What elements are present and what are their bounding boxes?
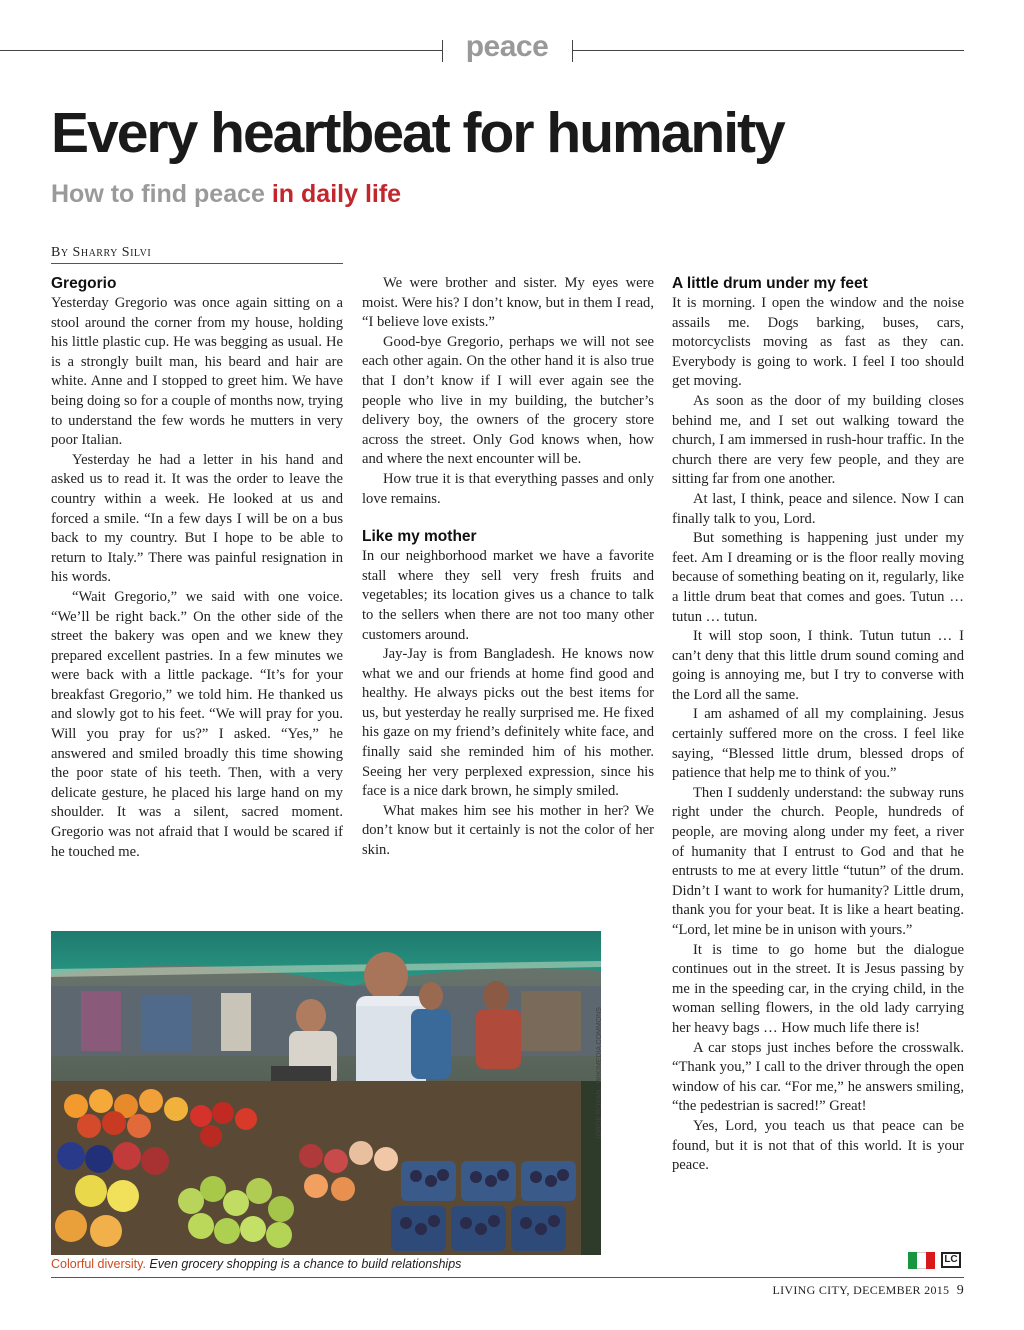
photo-credit: JORGE ROYAN - WIKIMEDIA COMMONS	[596, 1007, 603, 1140]
paragraph: A car stops just inches before the crosswalk. “Thank you,” I call to the driver through the open window of his car. “For me,” he answers smiling, “the pedestrian is sacred!” Great!	[672, 1039, 964, 1115]
paragraph: At last, I think, peace and silence. Now I can finally talk to you, Lord.	[672, 490, 964, 527]
market-photo	[51, 931, 601, 1255]
paragraph: Yesterday Gregorio was once again sitting on a stool around the corner from my house, holding his little plastic cup. He was begging as usual. He is a strongly built man, his beard and hair are white. Anne and I stopped to greet him. We have being doing so for a couple of months now, trying to understand the few words he mutters in very poor Italian.	[51, 295, 343, 449]
paragraph: It is morning. I open the window and the noise assails me. Dogs barking, buses, cars, motorcyclists moving as fast as they can. Everybody is going to work. I feel I too should get moving.	[672, 295, 964, 390]
paragraph: I am ashamed of all my complaining. Jesus certainly suffered more on the cross. I feel like saying, “Blessed little drum, blessed drops of patience that help me to think of you.”	[672, 706, 964, 782]
market-photo-illustration	[51, 931, 601, 1255]
column-2	[362, 274, 654, 861]
paragraph: What makes him see his mother in her? We don’t know but it certainly is not the color of her skin.	[362, 802, 654, 859]
caption-lead: Colorful diversity.	[51, 1257, 146, 1271]
paragraph: “Wait Gregorio,” we said with one voice. “We’ll be right back.” On the other side of the street the bakery was open and we knew they prepared excellent pastries. In a few minutes we were back with a little package. “It’s for your breakfast Gregorio,” we told him. He thanked us and slowly got to his feet. “We will pray for you. Will you pray for us?” I asked. “Yes,” he answered and smiled broadly this time showing the poor state of his teeth. Then, with a very delicate gesture, he placed his large hand on my shoulder. It was a silent, sacred moment. Gregorio was not afraid that I would be scared if he touched me.	[51, 588, 343, 860]
paragraph: We were brother and sister. My eyes were moist. Were his? I don’t know, but in them I read, “I believe love exists.”	[362, 275, 654, 331]
paragraph: Jay-Jay is from Bangladesh. He knows now what we and our friends at home find good and healthy. He always picks out the best items for us, but yesterday he really surprised me. He fixed his gaze on my friend’s definitely white face, and finally said she reminded him of his mother. Seeing her very perplexed expression, since his face is a nice dark brown, he simply smiled.	[362, 646, 654, 800]
subhead-part-1: How to find peace	[51, 180, 265, 208]
paragraph: It is time to go home but the dialogue continues out in the street. It is Jesus passing by me in the speeding car, in the crying child, in the woman selling flowers, in the old lady carrying her heavy bags … How much life there is!	[672, 941, 964, 1036]
section-heading-gregorio: Gregorio	[51, 275, 117, 292]
footer-rule	[51, 1277, 964, 1278]
column-1	[51, 274, 343, 862]
column-3	[672, 274, 964, 1176]
paragraph: It will stop soon, I think. Tutun tutun … I can’t deny that this little drum sound coming and going is annoying me, but I try to converse with the Lord all the same.	[672, 628, 964, 703]
section-rule-right	[572, 50, 964, 51]
paragraph: Yes, Lord, you teach us that peace can be found, but it is not that of this world. It is your peace.	[672, 1117, 964, 1174]
italian-flag-icon	[908, 1252, 935, 1269]
publication-name: LIVING CITY, DECEMBER 2015	[772, 1283, 950, 1297]
section-rule-tick-right	[572, 40, 573, 62]
subhead-part-2: in daily life	[271, 180, 402, 208]
photo-caption	[51, 1257, 461, 1271]
paragraph: Good-bye Gregorio, perhaps we will not see each other again. On the other hand it is also true that I don’t know if I will ever again see the people who live in my building, the butcher’s delivery boy, the owners of the grocery store across the street. Only God knows when, how and where the next encounter will be.	[362, 333, 654, 468]
page-footer	[772, 1283, 964, 1299]
paragraph: As soon as the door of my building closes behind me, and I set out walking toward the church, I am immersed in rush-hour traffic. In the church there are very few people, and they are sitting far from one another.	[672, 392, 964, 488]
article-subhead	[51, 180, 401, 209]
paragraph: In our neighborhood market we have a favorite stall where they sell very fresh fruits and vegetables; its location gives us a chance to talk to the sellers when there are not too many other customers around.	[362, 548, 654, 643]
byline: By Sharry Silvi	[51, 245, 343, 264]
living-city-logo: LC	[941, 1252, 961, 1268]
paragraph: How true it is that everything passes and only love remains.	[362, 470, 654, 507]
paragraph: But something is happening just under my feet. Am I dreaming or is the floor really moving because of something beating on it, regularly, like a little drum beat that comes and goes. Tutun … tutun … tutun.	[672, 530, 964, 625]
paragraph: Then I suddenly understand: the subway runs right under the church. People, hundreds of people, are moving along under my feet, a river of humanity that I entrust to God and that he entrusts to me at every little “tutun” of the drum. Didn’t I want to work for humanity? Little drum, thank you for your beat. It is like a heart beating. “Lord, let mine be in unison with yours.”	[672, 784, 964, 938]
section-rule-left	[0, 50, 442, 51]
page-number: 9	[956, 1283, 964, 1298]
section-label: peace	[465, 30, 549, 63]
caption-text: Even grocery shopping is a chance to build relationships	[149, 1257, 462, 1271]
paragraph: Yesterday he had a letter in his hand and asked us to read it. It was the order to leave the country within a week. He looked at us and forced a smile. “In a few days I will be on a bus back to my country. But I hope to be able to return to Italy.” There was painful resignation in his words.	[51, 451, 343, 586]
section-heading-like-my-mother: Like my mother	[362, 528, 477, 546]
article-headline: Every heartbeat for humanity	[51, 101, 784, 165]
section-heading-little-drum: A little drum under my feet	[672, 275, 868, 292]
